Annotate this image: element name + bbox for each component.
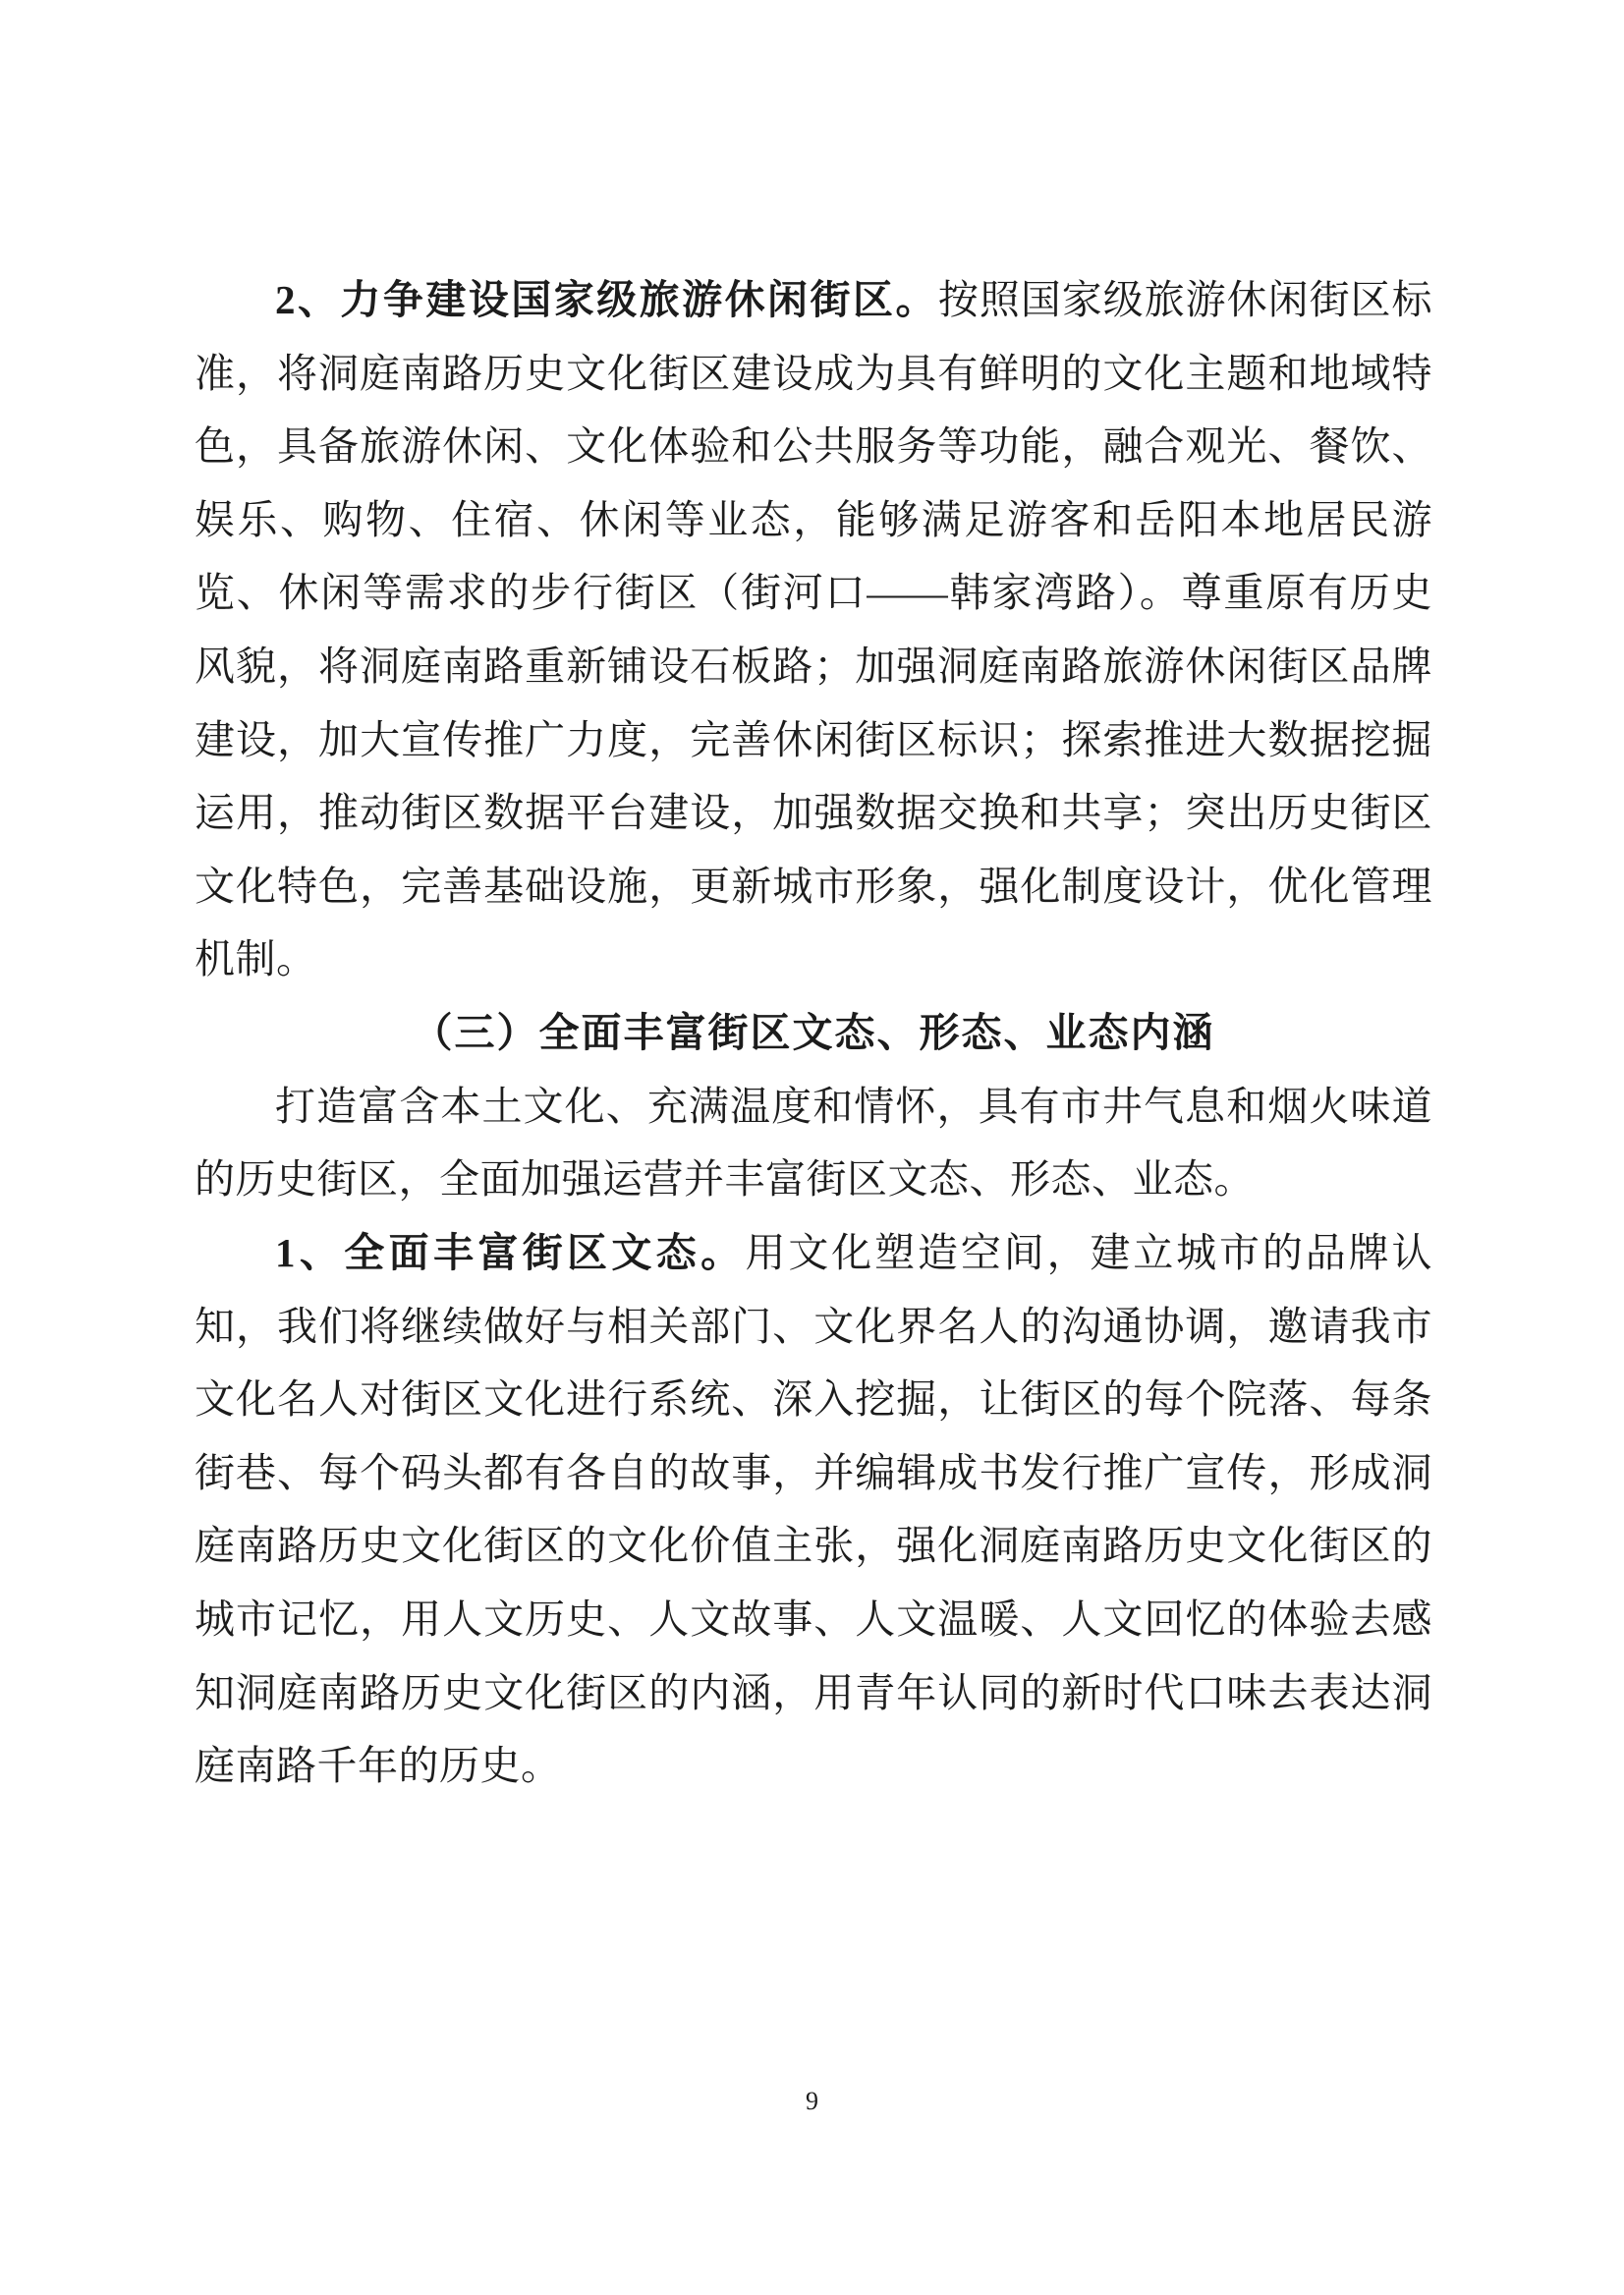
paragraph-body-3: 用文化塑造空间，建立城市的品牌认知，我们将继续做好与相关部门、文化界名人的沟通协调，邀请我市文化名人对街区文化进行系统、深入挖掘，让街区的每个院落、每条街巷、每个码头都有各自的故事，并编辑成书发行推广宣传，形成洞庭南路历史文化街区的文化价值主张，强化洞庭南路历史文化街区的城市记忆，用人文历史、人文故事、人文温暖、人文回忆的体验去感知洞庭南路历史文化街区的内涵，用青年认同的新时代口味去表达洞庭南路千年的历史。 — [195, 1229, 1433, 1789]
page-content — [195, 263, 1432, 1803]
paragraph-block-2 — [195, 1070, 1432, 1216]
section-heading: （三）全面丰富街区文态、形态、业态内涵 — [412, 1010, 1215, 1056]
paragraph-lead-1: 2、力争建设国家级旅游休闲街区。 — [275, 277, 938, 322]
paragraph-body-1: 按照国家级旅游休闲街区标准，将洞庭南路历史文化街区建设成为具有鲜明的文化主题和地域特色，具备旅游休闲、文化体验和公共服务等功能，融合观光、餐饮、娱乐、购物、住宿、休闲等业态，能够满足游客和岳阳本地居民游览、休闲等需求的步行街区（街河口——韩家湾路）。尊重原有历史风貌，将洞庭南路重新铺设石板路；加强洞庭南路旅游休闲街区品牌建设，加大宣传推广力度，完善休闲街区标识；探索推进大数据挖掘运用，推动街区数据平台建设，加强数据交换和共享；突出历史街区文化特色，完善基础设施，更新城市形象，强化制度设计，优化管理机制。 — [195, 277, 1432, 982]
paragraph-lead-3: 1、全面丰富街区文态。 — [275, 1229, 746, 1275]
paragraph-body-2: 打造富含本土文化、充满温度和情怀，具有市井气息和烟火味道的历史街区，全面加强运营并丰富街区文态、形态、业态。 — [195, 1083, 1432, 1203]
page-number: 9 — [806, 2087, 818, 2115]
paragraph-block-3 — [195, 1216, 1432, 1803]
paragraph-block-1 — [195, 263, 1432, 996]
